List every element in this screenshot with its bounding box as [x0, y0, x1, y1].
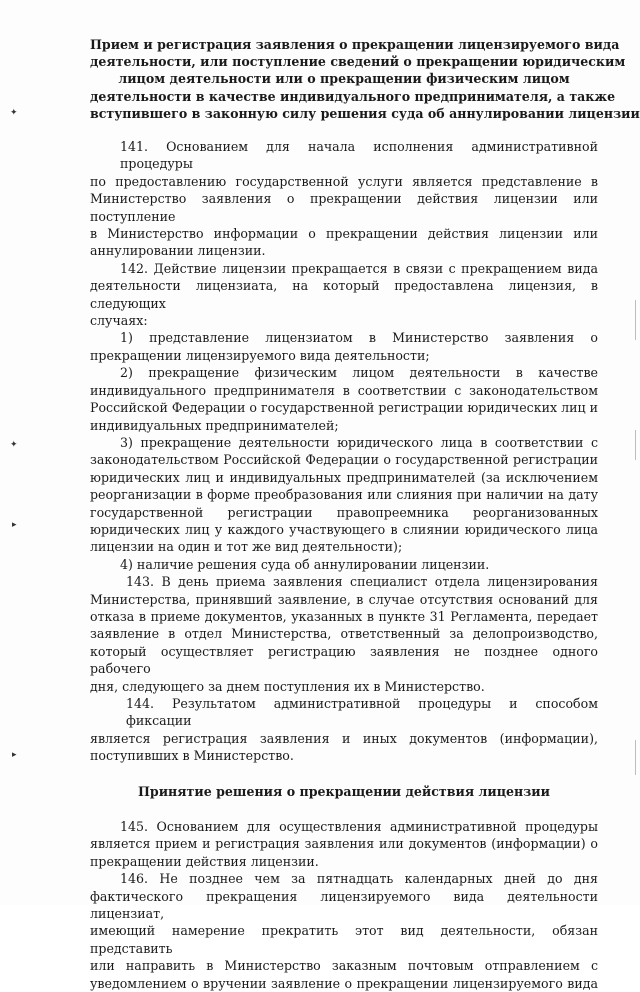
title-line: деятельности, или поступление сведений о прекращении юридическим [90, 54, 626, 70]
scan-dot-mark: ✦ [10, 440, 18, 450]
text-line: деятельности лицензиата, на который предоставлена лицензия, в следующих [90, 278, 598, 311]
text-line: который осуществляет регистрацию заявления не позднее одного рабочего [90, 643, 598, 677]
text-line: государственной регистрации правопреемника реорганизованных [90, 504, 598, 520]
text-line: юридических лиц и индивидуальных предпринимателей (за исключением [90, 469, 598, 485]
paragraph-145 [90, 818, 598, 870]
text-line: аннулировании лицензии. [90, 243, 266, 259]
text-line: по предоставлению государственной услуги является представление в [90, 173, 598, 189]
section-heading: Принятие решения о прекращении действия лицензии [138, 783, 550, 799]
text-line: юридических лиц у каждого участвующего в слиянии юридического лица [90, 521, 598, 537]
text-line: 146. Не позднее чем за пятнадцать календарных дней до дня [120, 871, 598, 887]
text-line: Министерства, принявший заявление, в случае отсутствия оснований для [90, 591, 598, 607]
list-item-4 [90, 556, 598, 573]
text-line: отказа в приеме документов, указанных в пункте 31 Регламента, передает [90, 608, 598, 624]
document-body [90, 36, 640, 992]
title-line: деятельности в качестве индивидуального предпринимателя, а также [90, 88, 616, 104]
text-line: или направить в Министерство заказным почтовым отправлением с [90, 958, 598, 974]
list-item-2 [90, 364, 598, 434]
text-line: 145. Основанием для осуществления административной процедуры [120, 819, 598, 835]
title-line: Прием и регистрация заявления о прекращении лицензируемого вида [90, 37, 620, 52]
paragraph-142 [90, 260, 598, 330]
text-line: прекращении действия лицензии. [90, 853, 319, 869]
text-line: лицензии на один и тот же вид деятельности); [90, 539, 403, 555]
text-line: 3) прекращение деятельности юридического лица в соответствии с [120, 434, 598, 450]
text-line: фактического прекращения лицензируемого вида деятельности лицензиат, [90, 888, 598, 922]
document-title [90, 36, 640, 122]
paragraph-144 [90, 695, 598, 765]
text-line: в Министерство информации о прекращении действия лицензии или [90, 226, 598, 242]
text-line: индивидуальных предпринимателей; [90, 417, 339, 433]
text-line: случаях: [90, 313, 148, 329]
scan-dot-mark: ▸ [12, 750, 17, 760]
text-line: 4) наличие решения суда об аннулировании лицензии. [120, 556, 490, 572]
text-line: 2) прекращение физическим лицом деятельности в качестве [120, 365, 598, 381]
title-line: лицом деятельности или о прекращении физическим лицом [118, 71, 570, 87]
text-line: 1) представление лицензиатом в Министерство заявления о [120, 330, 598, 346]
text-line: 144. Результатом административной процедуры и способом фиксации [126, 696, 598, 729]
text-line: Министерство заявления о прекращении действия лицензии или поступление [90, 191, 598, 224]
text-line: заявление в отдел Министерства, ответственный за делопроизводство, [90, 626, 598, 642]
paragraph-146 [90, 870, 598, 992]
text-line: 143. В день приема заявления специалист отдела лицензирования [126, 574, 598, 590]
text-line: индивидуального предпринимателя в соответствии с законодательством [90, 382, 598, 398]
scan-edge-line [635, 300, 636, 340]
text-line: поступивших в Министерство. [90, 748, 294, 764]
text-line: уведомлением о вручении заявление о прекращении лицензируемого вида [90, 975, 598, 991]
scan-dot-mark: ▸ [12, 520, 17, 530]
text-line: является регистрация заявления и иных документов (информации), [90, 730, 598, 746]
scan-edge-line [635, 740, 636, 775]
text-line: является прием и регистрация заявления или документов (информации) о [90, 836, 598, 852]
list-item-3 [90, 434, 598, 556]
text-line: имеющий намерение прекратить этот вид деятельности, обязан представить [90, 923, 598, 956]
text-line: прекращении лицензируемого вида деятельности; [90, 347, 430, 363]
scan-dot-mark: ✦ [10, 108, 18, 118]
text-line: 142. Действие лицензии прекращается в связи с прекращением вида [120, 260, 598, 276]
text-line: Российской Федерации о государственной регистрации юридических лиц и [90, 400, 598, 416]
text-line: дня, следующего за днем поступления их в Министерство. [90, 678, 485, 694]
list-item-1 [90, 329, 598, 364]
paragraph-141 [90, 138, 598, 260]
text-line: законодательством Российской Федерации о государственной регистрации [90, 452, 598, 468]
scan-edge-line [635, 430, 636, 460]
text-line: реорганизации в форме преобразования или слияния при наличии на дату [90, 487, 598, 503]
title-line: вступившего в законную силу решения суда об аннулировании лицензии [90, 105, 640, 121]
text-line: 141. Основанием для начала исполнения административной процедуры [120, 139, 598, 172]
paragraph-143 [90, 573, 598, 695]
